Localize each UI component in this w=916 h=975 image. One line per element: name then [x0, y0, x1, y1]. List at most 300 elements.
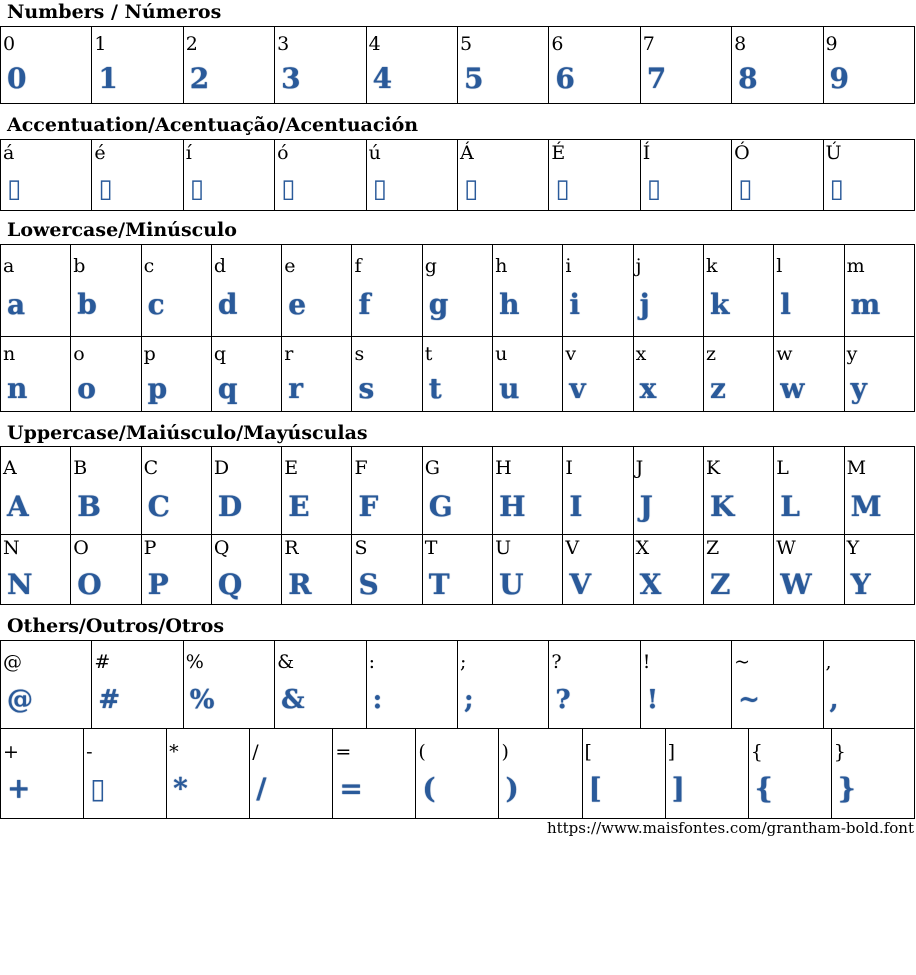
- glyph-label: Ú: [825, 142, 842, 164]
- missing-glyph-box: ▯: [90, 772, 106, 805]
- glyph-row: [1, 641, 915, 729]
- glyph-cell: [71, 447, 141, 535]
- glyph-label: !: [642, 651, 651, 673]
- glyph-row: [1, 245, 915, 337]
- glyph-sample: w: [780, 372, 805, 405]
- glyph-sample: J: [639, 490, 653, 523]
- glyph-sample: G: [428, 490, 453, 523]
- glyph-label: l: [776, 255, 783, 277]
- glyph-cell: [499, 729, 582, 819]
- glyph-sample: s: [358, 372, 375, 405]
- glyph-label: h: [495, 255, 508, 277]
- glyph-cell: [352, 447, 422, 535]
- glyph-cell: [141, 535, 211, 605]
- glyph-sample: ;: [463, 685, 474, 715]
- glyph-label: #: [94, 651, 111, 673]
- glyph-cell: [211, 337, 281, 412]
- glyph-sample: /: [256, 772, 267, 805]
- glyph-sample: z: [709, 372, 726, 405]
- glyph-label: ;: [459, 651, 467, 673]
- glyph-label: :: [368, 651, 375, 673]
- glyph-sample: a: [7, 288, 26, 321]
- section-title-numbers: Numbers / Números: [7, 1, 222, 23]
- glyph-cell: [84, 729, 167, 819]
- glyph-label: G: [424, 457, 440, 479]
- glyph-cell: [422, 245, 492, 337]
- glyph-cell: [366, 641, 457, 729]
- glyph-sample: T: [428, 568, 450, 601]
- glyph-cell: [823, 641, 914, 729]
- glyph-cell: [640, 641, 731, 729]
- glyph-sample: ~: [738, 685, 760, 715]
- glyph-sample: A: [7, 490, 29, 523]
- glyph-sample: ]: [671, 772, 685, 805]
- glyph-sample: h: [499, 288, 520, 321]
- glyph-label: t: [424, 343, 433, 365]
- glyph-label: Y: [846, 537, 860, 559]
- glyph-cell: [282, 447, 352, 535]
- glyph-sample: v: [569, 372, 586, 405]
- glyph-cell: [823, 140, 914, 211]
- glyph-sample: I: [569, 490, 583, 523]
- glyph-label: ,: [825, 651, 832, 673]
- glyph-sample: W: [780, 568, 812, 601]
- glyph-sample: 3: [281, 62, 301, 95]
- glyph-sample: Y: [850, 568, 871, 601]
- glyph-label: E: [284, 457, 299, 479]
- glyph-cell: [167, 729, 250, 819]
- missing-glyph-box: ▯: [646, 174, 662, 204]
- glyph-sample: ): [505, 772, 519, 805]
- glyph-sample: #: [98, 685, 121, 715]
- glyph-label: c: [143, 255, 155, 277]
- glyph-cell: [633, 535, 703, 605]
- glyph-label: M: [846, 457, 867, 479]
- glyph-cell: [703, 337, 773, 412]
- glyph-table: [0, 640, 915, 729]
- glyph-cell: [457, 27, 548, 104]
- glyph-cell: [844, 447, 914, 535]
- glyph-cell: [563, 337, 633, 412]
- missing-glyph-box: ▯: [7, 174, 22, 204]
- glyph-label: k: [705, 255, 718, 277]
- glyph-label: }: [833, 741, 846, 763]
- glyph-cell: [563, 535, 633, 605]
- glyph-cell: [1, 729, 84, 819]
- glyph-cell: [352, 535, 422, 605]
- glyph-label: ?: [551, 651, 562, 673]
- glyph-sample: D: [217, 490, 243, 523]
- glyph-label: H: [495, 457, 512, 479]
- glyph-sample: l: [780, 288, 791, 321]
- glyph-sample: M: [850, 490, 882, 523]
- glyph-label: X: [635, 537, 650, 559]
- glyph-label: é: [94, 142, 106, 164]
- glyph-label: (: [418, 741, 426, 763]
- glyph-table: [0, 728, 915, 819]
- missing-glyph-box: ▯: [555, 174, 570, 204]
- glyph-sample: P: [147, 568, 169, 601]
- glyph-sample: @: [7, 685, 33, 715]
- glyph-label: 3: [277, 33, 290, 55]
- glyph-sample: n: [7, 372, 28, 405]
- glyph-label: *: [169, 741, 179, 763]
- glyph-cell: [732, 140, 823, 211]
- glyph-cell: [1, 447, 71, 535]
- glyph-sample: 8: [738, 62, 758, 95]
- glyph-label: P: [143, 537, 157, 559]
- glyph-label: 6: [551, 33, 564, 55]
- glyph-cell: [549, 27, 640, 104]
- missing-glyph-box: ▯: [463, 174, 479, 204]
- glyph-cell: [844, 245, 914, 337]
- glyph-label: 0: [3, 33, 16, 55]
- glyph-sample: t: [428, 372, 442, 405]
- glyph-label: 8: [734, 33, 747, 55]
- glyph-sample: H: [499, 490, 526, 523]
- glyph-sample: &: [281, 685, 305, 715]
- glyph-cell: [416, 729, 499, 819]
- glyph-cell: [250, 729, 333, 819]
- missing-glyph-box: ▯: [372, 174, 387, 204]
- glyph-label: U: [495, 537, 512, 559]
- glyph-row: [1, 337, 915, 412]
- glyph-label: -: [86, 741, 93, 763]
- glyph-cell: [422, 535, 492, 605]
- glyph-label: R: [284, 537, 299, 559]
- glyph-sample: ,: [829, 685, 839, 715]
- glyph-label: C: [143, 457, 159, 479]
- glyph-label: e: [284, 255, 296, 277]
- glyph-cell: [748, 729, 831, 819]
- missing-glyph-box: ▯: [281, 174, 296, 204]
- glyph-cell: [1, 245, 71, 337]
- glyph-label: p: [143, 343, 156, 365]
- glyph-sample: +: [7, 772, 31, 805]
- glyph-label: 9: [825, 33, 838, 55]
- glyph-cell: [774, 447, 844, 535]
- glyph-sample: k: [709, 288, 730, 321]
- glyph-label: N: [3, 537, 20, 559]
- glyph-cell: [703, 535, 773, 605]
- glyph-label: ú: [368, 142, 381, 164]
- glyph-label: 4: [368, 33, 381, 55]
- glyph-label: b: [73, 255, 86, 277]
- glyph-label: {: [750, 741, 763, 763]
- glyph-label: i: [565, 255, 572, 277]
- glyph-label: y: [846, 343, 858, 365]
- glyph-cell: [71, 337, 141, 412]
- glyph-sample: e: [288, 288, 307, 321]
- glyph-sample: x: [639, 372, 657, 405]
- glyph-label: d: [213, 255, 227, 277]
- glyph-label: 7: [642, 33, 655, 55]
- glyph-label: m: [846, 255, 865, 277]
- glyph-row: [1, 535, 915, 605]
- glyph-row: [1, 140, 915, 211]
- glyph-label: o: [73, 343, 85, 365]
- glyph-row: [1, 729, 915, 819]
- glyph-sample: ?: [555, 685, 571, 715]
- glyph-cell: [422, 337, 492, 412]
- glyph-cell: [633, 337, 703, 412]
- glyph-label: W: [776, 537, 796, 559]
- section-title-lowercase: Lowercase/Minúsculo: [7, 219, 237, 241]
- glyph-sample: 9: [829, 62, 849, 95]
- glyph-cell: [582, 729, 665, 819]
- glyph-table: [0, 534, 915, 605]
- glyph-label: s: [354, 343, 365, 365]
- glyph-sample: 5: [463, 62, 484, 95]
- glyph-cell: [1, 641, 92, 729]
- glyph-sample: j: [639, 288, 650, 321]
- glyph-label: @: [3, 651, 22, 673]
- glyph-sample: N: [7, 568, 33, 601]
- glyph-label: g: [424, 255, 437, 277]
- glyph-sample: {: [754, 772, 773, 805]
- glyph-label: v: [565, 343, 577, 365]
- glyph-label: B: [73, 457, 88, 479]
- glyph-cell: [732, 27, 823, 104]
- glyph-label: f: [354, 255, 362, 277]
- glyph-cell: [493, 245, 563, 337]
- glyph-sample: Z: [709, 568, 731, 601]
- glyph-sample: 7: [646, 62, 667, 95]
- glyph-cell: [844, 337, 914, 412]
- glyph-sample: y: [850, 372, 867, 405]
- glyph-label: u: [495, 343, 508, 365]
- glyph-label: 5: [459, 33, 473, 55]
- glyph-cell: [71, 535, 141, 605]
- glyph-sample: i: [569, 288, 581, 321]
- glyph-cell: [633, 447, 703, 535]
- glyph-cell: [774, 337, 844, 412]
- glyph-sample: *: [173, 772, 188, 805]
- glyph-cell: [422, 447, 492, 535]
- glyph-label: w: [776, 343, 793, 365]
- glyph-label: &: [277, 651, 295, 673]
- glyph-cell: [640, 140, 731, 211]
- glyph-label: j: [635, 255, 642, 277]
- glyph-label: T: [424, 537, 438, 559]
- glyph-label: r: [284, 343, 294, 365]
- glyph-label: I: [565, 457, 573, 479]
- glyph-sample: p: [147, 372, 168, 405]
- glyph-sample: }: [837, 772, 856, 805]
- glyph-sample: %: [189, 685, 215, 715]
- glyph-sample: E: [288, 490, 310, 523]
- glyph-label: F: [354, 457, 368, 479]
- section-title-others: Others/Outros/Otros: [7, 615, 225, 637]
- glyph-sample: B: [77, 490, 101, 523]
- glyph-label: A: [3, 457, 17, 479]
- glyph-cell: [282, 337, 352, 412]
- glyph-cell: [366, 140, 457, 211]
- glyph-label: O: [73, 537, 89, 559]
- section-title-accentuation: Accentuation/Acentuação/Acentuación: [7, 114, 419, 136]
- glyph-cell: [333, 729, 416, 819]
- section-title-uppercase: Uppercase/Maiúsculo/Mayúsculas: [7, 422, 368, 444]
- glyph-label: 2: [185, 33, 198, 55]
- glyph-sample: (: [422, 772, 436, 805]
- source-link[interactable]: https://www.maisfontes.com/grantham-bold.font: [546, 819, 914, 837]
- glyph-sample: 6: [555, 62, 575, 95]
- glyph-label: Ó: [734, 142, 750, 164]
- glyph-cell: [71, 245, 141, 337]
- glyph-cell: [183, 140, 274, 211]
- glyph-label: É: [551, 142, 566, 164]
- glyph-label: n: [3, 343, 16, 365]
- glyph-label: K: [705, 457, 721, 479]
- glyph-cell: [732, 641, 823, 729]
- glyph-cell: [457, 641, 548, 729]
- glyph-sample: r: [288, 372, 303, 405]
- glyph-label: q: [213, 343, 227, 365]
- glyph-label: S: [354, 537, 368, 559]
- glyph-cell: [493, 337, 563, 412]
- glyph-sample: 0: [7, 62, 27, 95]
- glyph-cell: [549, 140, 640, 211]
- glyph-label: z: [705, 343, 716, 365]
- glyph-sample: f: [358, 288, 371, 321]
- glyph-sample: S: [358, 568, 379, 601]
- glyph-row: [1, 447, 915, 535]
- glyph-cell: [549, 641, 640, 729]
- glyph-sample: X: [639, 568, 662, 601]
- glyph-cell: [275, 27, 366, 104]
- glyph-cell: [211, 535, 281, 605]
- glyph-cell: [703, 245, 773, 337]
- glyph-cell: [141, 447, 211, 535]
- glyph-cell: [282, 535, 352, 605]
- glyph-table: [0, 26, 915, 104]
- glyph-sample: F: [358, 490, 379, 523]
- glyph-cell: [211, 447, 281, 535]
- glyph-sample: [: [588, 772, 602, 805]
- glyph-label: [: [584, 741, 592, 763]
- missing-glyph-box: ▯: [189, 174, 205, 204]
- glyph-label: J: [635, 457, 644, 479]
- glyph-label: ]: [667, 741, 676, 763]
- glyph-row: [1, 27, 915, 104]
- glyph-cell: [92, 27, 183, 104]
- glyph-cell: [633, 245, 703, 337]
- glyph-cell: [1, 140, 92, 211]
- glyph-cell: [183, 27, 274, 104]
- glyph-cell: [141, 337, 211, 412]
- glyph-label: Z: [705, 537, 720, 559]
- glyph-label: V: [565, 537, 580, 559]
- glyph-label: L: [776, 457, 789, 479]
- glyph-label: +: [3, 741, 19, 763]
- glyph-cell: [92, 641, 183, 729]
- glyph-label: x: [635, 343, 647, 365]
- missing-glyph-box: ▯: [738, 174, 753, 204]
- glyph-label: Q: [213, 537, 230, 559]
- glyph-label: =: [335, 741, 352, 763]
- glyph-cell: [183, 641, 274, 729]
- glyph-cell: [275, 641, 366, 729]
- glyph-table: [0, 336, 915, 412]
- glyph-cell: [366, 27, 457, 104]
- glyph-cell: [457, 140, 548, 211]
- glyph-sample: L: [780, 490, 800, 523]
- glyph-sample: Q: [217, 568, 243, 601]
- glyph-cell: [211, 245, 281, 337]
- glyph-cell: [703, 447, 773, 535]
- glyph-cell: [1, 337, 71, 412]
- glyph-sample: o: [77, 372, 96, 405]
- glyph-label: ): [501, 741, 509, 763]
- glyph-sample: b: [77, 288, 97, 321]
- glyph-cell: [640, 27, 731, 104]
- glyph-sample: u: [499, 372, 520, 405]
- glyph-label: /: [252, 741, 259, 763]
- glyph-cell: [774, 535, 844, 605]
- glyph-cell: [774, 245, 844, 337]
- glyph-sample: d: [217, 288, 238, 321]
- glyph-label: D: [213, 457, 230, 479]
- glyph-sample: !: [646, 685, 659, 715]
- glyph-sample: R: [288, 568, 312, 601]
- glyph-cell: [493, 447, 563, 535]
- missing-glyph-box: ▯: [98, 174, 113, 204]
- glyph-cell: [141, 245, 211, 337]
- glyph-label: ~: [734, 651, 751, 673]
- glyph-label: %: [185, 651, 204, 673]
- glyph-sample: m: [850, 288, 881, 321]
- glyph-cell: [92, 140, 183, 211]
- glyph-label: Í: [642, 142, 651, 164]
- missing-glyph-box: ▯: [829, 174, 844, 204]
- glyph-label: a: [3, 255, 15, 277]
- glyph-label: í: [185, 142, 192, 164]
- glyph-cell: [823, 27, 914, 104]
- glyph-cell: [1, 27, 92, 104]
- glyph-cell: [1, 535, 71, 605]
- glyph-sample: :: [372, 685, 383, 715]
- glyph-label: Á: [459, 142, 474, 164]
- glyph-label: 1: [94, 33, 107, 55]
- glyph-sample: q: [217, 372, 238, 405]
- glyph-sample: g: [428, 288, 449, 321]
- glyph-cell: [831, 729, 914, 819]
- glyph-cell: [665, 729, 748, 819]
- glyph-sample: 4: [372, 62, 393, 95]
- glyph-cell: [352, 245, 422, 337]
- glyph-cell: [563, 447, 633, 535]
- glyph-sample: K: [709, 490, 735, 523]
- glyph-sample: V: [569, 568, 592, 601]
- glyph-sample: U: [499, 568, 524, 601]
- glyph-cell: [282, 245, 352, 337]
- glyph-cell: [844, 535, 914, 605]
- glyph-sample: 2: [189, 62, 210, 95]
- glyph-sample: =: [339, 772, 363, 805]
- glyph-sample: C: [147, 490, 170, 523]
- glyph-table: [0, 446, 915, 535]
- glyph-cell: [563, 245, 633, 337]
- glyph-table: [0, 139, 915, 211]
- glyph-table: [0, 244, 915, 337]
- glyph-label: á: [3, 142, 15, 164]
- glyph-cell: [493, 535, 563, 605]
- glyph-label: ó: [277, 142, 289, 164]
- glyph-sample: c: [147, 288, 165, 321]
- glyph-sample: O: [77, 568, 102, 601]
- glyph-sample: 1: [98, 62, 118, 95]
- glyph-cell: [352, 337, 422, 412]
